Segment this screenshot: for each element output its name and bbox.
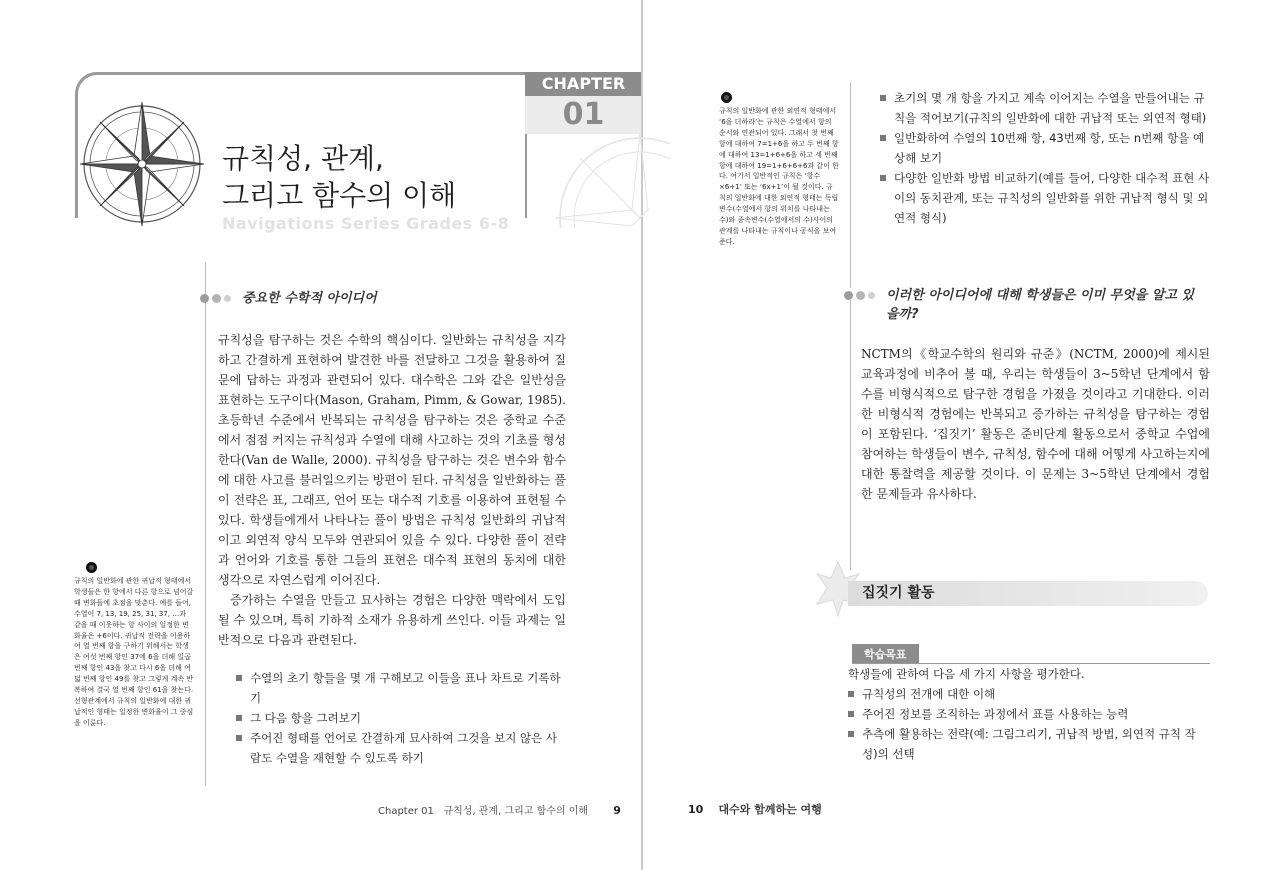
section-heading-text: 이러한 아이디어에 대해 학생들은 이미 무엇을 알고 있을까?: [886, 288, 1194, 322]
section-heading-text: 중요한 수학적 아이디어: [242, 291, 377, 306]
compass-rose-icon: [550, 128, 670, 228]
footer-book-title: 대수와 함께하는 여행: [718, 803, 822, 816]
list-item: 다양한 일반화 방법 비교하기(예를 들어, 다양한 대수적 표현 사이의 동치관계, 또는 규칙성의 일반화를 위한 귀납적 형식 및 외연적 형식): [880, 168, 1210, 228]
series-subtitle: Navigations Series Grades 6-8: [222, 214, 510, 233]
note-marker-icon: [86, 562, 97, 573]
list-item: 일반화하여 수열의 10번째 항, 43번째 항, 또는 n번째 항을 예상해 보기: [880, 128, 1210, 168]
footer-title: 규칙성, 관계, 그리고 함수의 이해: [443, 806, 589, 817]
activity-title: 집짓기 활동: [848, 581, 1208, 606]
bullet-list: [236, 668, 566, 768]
footer: [378, 802, 621, 817]
body-text: [218, 330, 566, 650]
paragraph: 규칙성을 탐구하는 것은 수학의 핵심이다. 일반화는 규칙성을 지각하고 간결하게 표현하여 발견한 바를 전달하고 그것을 활용하여 질문에 답하는 과정과 관련되어 있다. 대수학은 그와 같은 일반성을 표현하는 도구이다(Mason, Graham, Pimm, & Gowar, 1985). 초등학년 수준에서 반복되는 규칙성을 탐구하는 것은 중학교 수준에서 점점 커지는 규칙성과 수열에 대해 사고하는 것의 기초를 형성한다(Van de Walle, 2000). 규칙성을 탐구하는 것은 변수와 함수에 대한 사고를 불러일으키는 방편이 된다. 규칙성을 일반화하는 풀이 전략은 표, 그래프, 언어 또는 대수적 기호를 이용하여 표현될 수 있다. 학생들에게서 나타나는 풀이 방법은 규칙성 일반화의 귀납적이고 외연적 양식 모두와 연관되어 있을 수 있다. 다양한 풀이 전략과 언어와 기호를 통한 그들의 표현은 대수적 표현의 동치에 대한 생각으로 자연스럽게 이어진다.: [218, 333, 566, 587]
list-item: 추측에 활용하는 전략(예: 그림그리기, 귀납적 방법, 외연적 규칙 작성)의 선택: [848, 724, 1210, 764]
heading-dots-icon: [844, 291, 878, 300]
bullet-list: [880, 88, 1210, 228]
list-item: 주어진 정보를 조직하는 과정에서 표를 사용하는 능력: [848, 704, 1210, 724]
body-text: [861, 344, 1210, 504]
section-heading-prior-knowledge: [844, 286, 1214, 324]
column-rule: [205, 262, 206, 786]
compass-rose-icon: [78, 100, 206, 228]
note-marker-icon: [721, 92, 732, 103]
chapter-title: [222, 140, 456, 214]
footer: [688, 801, 822, 817]
paragraph: 증가하는 수열을 만들고 묘사하는 경험은 다양한 맥락에서 도입될 수 있으며, 특히 기하적 소재가 유용하게 쓰인다. 이들 과제는 일반적으로 다음과 관련된다.: [218, 593, 566, 647]
page-number: 10: [688, 803, 704, 816]
chapter-title-line2: 그리고 함수의 이해: [222, 179, 457, 212]
heading-dots-icon: [200, 294, 234, 303]
paragraph: NCTM의《학교수학의 원리와 규준》(NCTM, 2000)에 제시된 교육과정에 비추어 볼 때, 우리는 학생들이 3~5학년 단계에서 함수를 비형식적으로 탐구한 경험을 가졌을 것이라고 기대한다. 이러한 비형식적 경험에는 반복되고 증가하는 규칙성을 탐구하는 경험이 포함된다. ‘집짓기’ 활동은 준비단계 활동으로서 중학교 수업에 참여하는 학생들이 변수, 규칙성, 함수에 대해 어떻게 사고하는지에 대한 통찰력을 제공할 것이다. 이 문제는 3~5학년 단계에서 경험한 문제들과 유사하다.: [861, 347, 1210, 501]
page-number: 9: [613, 804, 621, 817]
goal-intro: 학생들에 관하여 다음 세 가지 사항을 평가한다.: [848, 667, 1085, 681]
list-item: 수열의 초기 항들을 몇 개 구해보고 이들을 표나 차트로 기록하기: [236, 668, 566, 708]
footer-chapter: Chapter 01: [378, 806, 434, 817]
section-heading-key-ideas: [200, 289, 377, 308]
column-rule: [850, 82, 851, 288]
list-item: 그 다음 항을 그려보기: [236, 708, 566, 728]
column-rule: [850, 300, 851, 570]
side-note: 규칙의 일반화에 관한 귀납적 형태에서 학생들은 한 항에서 다른 항으로 넘어갈 때 변화들에 초점을 맞춘다. 예를 들어, 수열이 7, 13, 19, 25, 31, 37, …과 같을 때 이웃하는 항 사이의 일정한 변화율은 +6이다. 귀납적 전략을 이용하여 열 번째 항을 구하기 위해서는 학생은 여섯 번째 항인 37에 6을 더해 일곱 번째 항인 43을 찾고 다시 6을 더해 여덟 번째 항인 49를 찾고 그렇게 계속 반복하여 결국 열 번째 항인 61을 찾는다. 선형관계에서 규칙의 일반화에 대한 귀납적인 형태는 일정한 변화율이 그 중심을 이룬다.: [74, 577, 194, 727]
list-item: 주어진 형태를 언어로 간결하게 묘사하여 그것을 보지 않은 사람도 수열을 재현할 수 있도록 하기: [236, 728, 566, 768]
goal-label: 학습목표: [852, 644, 919, 664]
chapter-label: CHAPTER: [525, 72, 642, 96]
list-item: 초기의 몇 개 항을 가지고 계속 이어지는 수열을 만들어내는 규칙을 적어보기(규칙의 일반화에 대한 귀납적 또는 외연적 형태): [880, 88, 1210, 128]
left-page: [0, 0, 642, 870]
goal-list: [848, 664, 1210, 764]
chapter-title-line1: 규칙성, 관계,: [222, 142, 384, 175]
chapter-number: 01: [525, 96, 642, 134]
side-note: 규칙의 일반화에 관한 외연적 형태에서 ‘6을 더하라’는 규칙은 수열에서 항의 순서와 연관되어 있다. 그래서 첫 번째 항에 대하여 7=1+6을 하고 두 번째 항에 대하여 13=1+6+6을 하고 세 번째 항에 대하여 19=1+6+6+6과 같이 한다. 여기서 일반적인 규칙은 ‘항수×6+1’ 또는 ‘6x+1’이 될 것이다. 규칙의 일반화에 대한 외연적 형태는 독립변수(수열에서 항의 위치를 나타내는 수)와 종속변수(수열에서의 수)사이의 관계를 나타내는 규칙이나 공식을 보여준다.: [719, 107, 839, 246]
list-item: 규칙성의 전개에 대한 이해: [848, 684, 1210, 704]
